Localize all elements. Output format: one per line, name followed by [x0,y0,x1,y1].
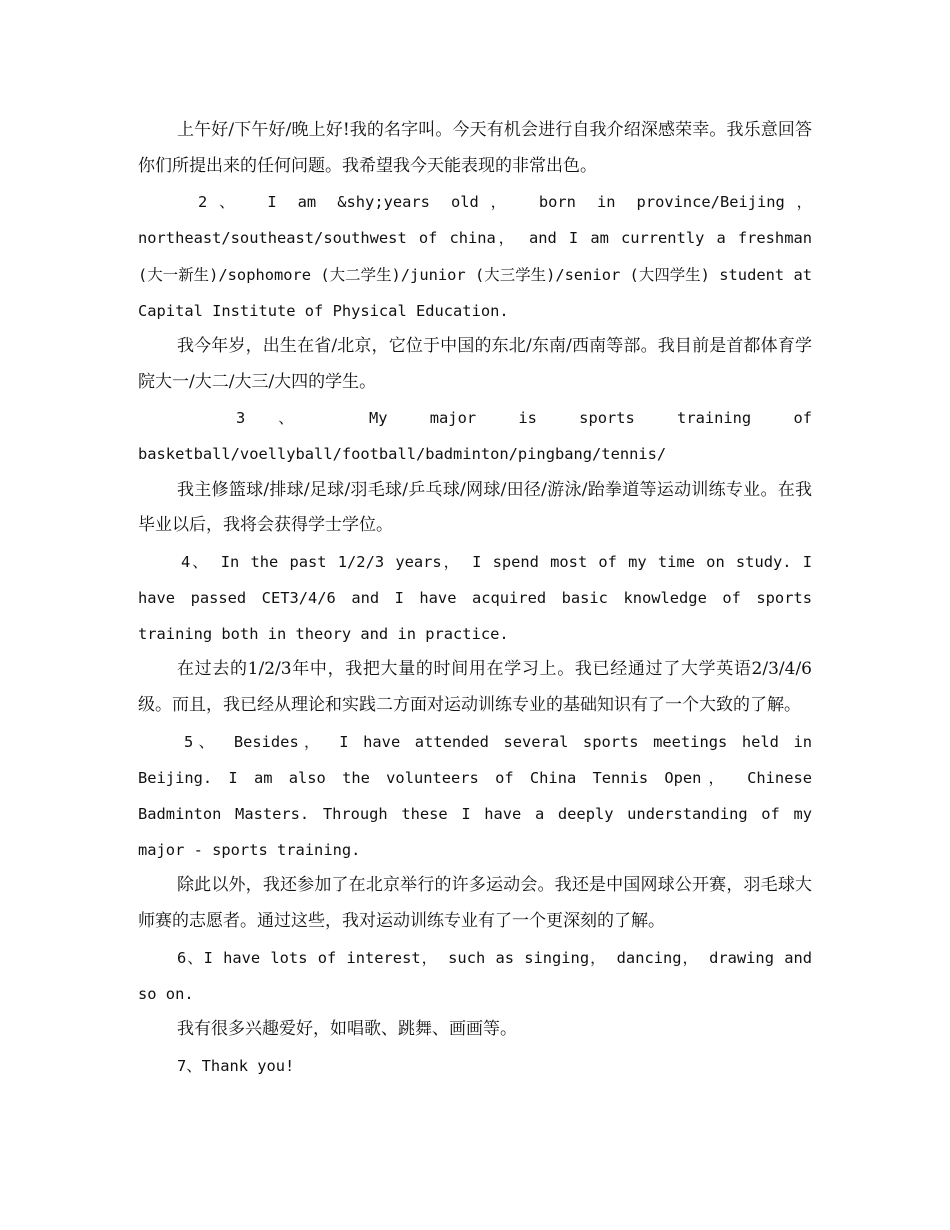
paragraph-3-major-zh: 我主修篮球/排球/足球/羽毛球/乒乓球/网球/田径/游泳/跆拳道等运动训练专业。在我毕业以后，我将会获得学士学位。 [138,479,812,536]
paragraph-4-study-zh: 在过去的1/2/3年中，我把大量的时间用在学习上。我已经通过了大学英语2/3/4/6级。而且，我已经从理论和实践二方面对运动训练专业的基础知识有了一个大致的了解。 [138,659,812,715]
document-page [138,113,812,1084]
paragraph-4-study: 4、 In the past 1/2/3 years， I spend most of my time on study. I have passed CET3/4/6 and I have acquired basic knowledge of sports training both in theory and in practice. [138,552,812,644]
paragraph-6-interests: 6、I have lots of interest， such as singing， dancing， drawing and so on. [138,948,812,1003]
paragraph-7-thanks: 7、Thank you! [177,1056,295,1075]
paragraph-greeting-zh: 上午好/下午好/晚上好!我的名字叫。今天有机会进行自我介绍深感荣幸。我乐意回答你们所提出来的任何问题。我希望我今天能表现的非常出色。 [138,120,812,176]
paragraph-2-age-birthplace: 2、 I am &shy;years old， born in province/Beijing，northeast/southeast/southwest of china， and I am currently a freshman (大一新生)/sophomore (大二学生)/junior (大三学生)/senior (大四学生) student at Capital Institute of Physical Education. [138,193,812,320]
paragraph-6-interests-zh: 我有很多兴趣爱好，如唱歌、跳舞、画画等。 [177,1018,517,1039]
paragraph-5-activities-zh: 除此以外，我还参加了在北京举行的许多运动会。我还是中国网球公开赛，羽毛球大师赛的志愿者。通过这些，我对运动训练专业有了一个更深刻的了解。 [138,875,812,931]
paragraph-2-age-birthplace-zh: 我今年岁，出生在省/北京，它位于中国的东北/东南/西南等部。我目前是首都体育学院大一/大二/大三/大四的学生。 [138,336,812,392]
paragraph-3-major: 3、 My major is sports training of basketball/voellyball/football/badminton/pingbang/tennis/ [138,409,812,464]
paragraph-5-activities: 5、 Besides， I have attended several sports meetings held in Beijing. I am also the volunteers of China Tennis Open， Chinese Badminton Masters. Through these I have a deeply understanding of my major - sports training. [138,732,812,860]
